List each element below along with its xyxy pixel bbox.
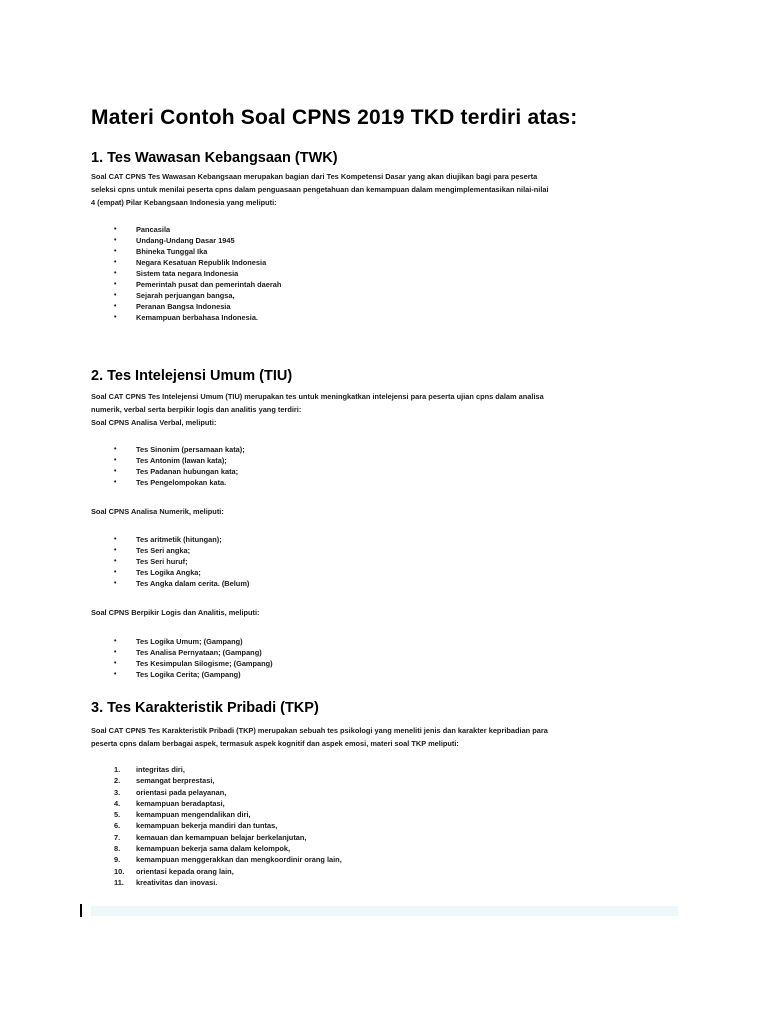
bullet-icon: • (114, 226, 117, 233)
list-item-text: Tes Logika Cerita; (Gampang) (136, 670, 241, 679)
list-item (114, 279, 614, 290)
page-title: Materi Contoh Soal CPNS 2019 TKD terdiri atas: (91, 106, 578, 129)
list-number: 2. (114, 776, 121, 786)
list-item-text: kemauan dan kemampuan belajar berkelanjutan, (136, 832, 307, 842)
list-number: 5. (114, 810, 121, 820)
list-item (114, 866, 614, 877)
twk-intro-line: seleksi cpns untuk menilai peserta cpns dalam penguasaan pengetahuan dan kemampuan dalam mengimplementasikan nilai-nilai (91, 185, 549, 194)
list-item (114, 764, 614, 775)
list-item-text: kemampuan beradaptasi, (136, 798, 225, 808)
list-item (114, 843, 614, 854)
list-item (114, 312, 614, 323)
list-item (114, 578, 614, 589)
list-item-text: orientasi kepada orang lain, (136, 866, 234, 876)
tkp-intro (91, 724, 681, 750)
list-item (114, 545, 614, 556)
tkp-intro-line: Soal CAT CPNS Tes Karakteristik Pribadi (TKP) merupakan sebuah tes psikologi yang meneliti jenis dan karakter kepribadian para (91, 726, 548, 735)
list-item (114, 224, 614, 235)
tiu-intro-line: Soal CAT CPNS Tes Intelejensi Umum (TIU) merupakan tes untuk meningkatkan intelejensi para peserta ujian cpns dalam analisa (91, 392, 544, 401)
list-item (114, 877, 614, 888)
list-item-text: semangat berprestasi, (136, 776, 215, 786)
list-item (114, 658, 614, 669)
list-number: 9. (114, 855, 121, 865)
list-item-text: Peranan Bangsa Indonesia (136, 302, 231, 311)
tiu-logis-label: Soal CPNS Berpikir Logis dan Analitis, meliputi: (91, 608, 260, 617)
bullet-icon: • (114, 457, 117, 464)
list-item-text: Tes Seri huruf; (136, 557, 188, 566)
bullet-icon: • (114, 536, 117, 543)
list-item-text: kemampuan bekerja sama dalam kelompok, (136, 844, 291, 854)
tiu-numerik-label: Soal CPNS Analisa Numerik, meliputi: (91, 507, 224, 516)
list-item-text: Tes Padanan hubungan kata; (136, 467, 239, 476)
bullet-icon: • (114, 303, 117, 310)
list-item-text: Sistem tata negara Indonesia (136, 269, 239, 278)
list-number: 10. (114, 866, 125, 876)
bullet-icon: • (114, 270, 117, 277)
tkp-intro-line: peserta cpns dalam berbagai aspek, termasuk aspek kognitif dan aspek emosi, materi soal TKP meliputi: (91, 739, 459, 748)
list-item-text: Tes Antonim (lawan kata); (136, 456, 227, 465)
bullet-icon: • (114, 259, 117, 266)
list-item (114, 820, 614, 831)
list-item-text: Sejarah perjuangan bangsa, (136, 291, 235, 300)
list-item (114, 567, 614, 578)
list-item-text: kemampuan menggerakkan dan mengkoordinir orang lain, (136, 855, 342, 865)
bullet-icon: • (114, 638, 117, 645)
bullet-icon: • (114, 248, 117, 255)
list-item (114, 257, 614, 268)
list-item (114, 647, 614, 658)
tiu-numerik-list (114, 534, 614, 589)
list-item (114, 798, 614, 809)
tiu-intro (91, 390, 681, 429)
bullet-icon: • (114, 558, 117, 565)
twk-intro-line: 4 (empat) Pilar Kebangsaan Indonesia yang meliputi: (91, 198, 277, 207)
bullet-icon: • (114, 446, 117, 453)
list-item (114, 854, 614, 865)
list-number: 8. (114, 844, 121, 854)
bullet-icon: • (114, 237, 117, 244)
list-item-text: orientasi pada pelayanan, (136, 787, 227, 797)
list-item-text: kemampuan mengendalikan diri, (136, 810, 251, 820)
list-item (114, 455, 614, 466)
bullet-icon: • (114, 547, 117, 554)
bullet-icon: • (114, 569, 117, 576)
tiu-intro-line: Soal CPNS Analisa Verbal, meliputi: (91, 418, 217, 427)
bullet-icon: • (114, 649, 117, 656)
list-item (114, 832, 614, 843)
list-item (114, 556, 614, 567)
list-item-text: kreativitas dan inovasi. (136, 877, 218, 887)
list-item-text: Tes Seri angka; (136, 546, 191, 555)
list-item (114, 636, 614, 647)
list-item-text: Tes Logika Angka; (136, 568, 201, 577)
list-number: 7. (114, 832, 121, 842)
bullet-icon: • (114, 314, 117, 321)
list-number: 3. (114, 787, 121, 797)
list-item-text: kemampuan bekerja mandiri dan tuntas, (136, 821, 278, 831)
list-item (114, 787, 614, 798)
section-heading-twk: 1. Tes Wawasan Kebangsaan (TWK) (91, 150, 338, 166)
section-heading-tiu: 2. Tes Intelejensi Umum (TIU) (91, 368, 293, 384)
bullet-icon: • (114, 479, 117, 486)
list-item (114, 534, 614, 545)
twk-list (114, 224, 614, 323)
list-item (114, 290, 614, 301)
list-number: 6. (114, 821, 121, 831)
list-item (114, 301, 614, 312)
list-item-text: Undang-Undang Dasar 1945 (136, 236, 235, 245)
tiu-logis-list (114, 636, 614, 680)
list-item-text: Tes Sinonim (persamaan kata); (136, 445, 245, 454)
section-heading-tkp: 3. Tes Karakteristik Pribadi (TKP) (91, 700, 319, 716)
list-item-text: Pancasila (136, 225, 171, 234)
tiu-intro-line: numerik, verbal serta berpikir logis dan analitis yang terdiri: (91, 405, 302, 414)
list-item-text: Tes aritmetik (hitungan); (136, 535, 222, 544)
tkp-list (114, 764, 614, 888)
list-item-text: integritas diri, (136, 765, 185, 774)
list-item (114, 809, 614, 820)
list-item (114, 669, 614, 680)
list-item-text: Tes Angka dalam cerita. (Belum) (136, 579, 250, 588)
list-item (114, 477, 614, 488)
bullet-icon: • (114, 292, 117, 299)
text-cursor (80, 904, 82, 917)
list-item-text: Tes Kesimpulan Silogisme; (Gampang) (136, 659, 273, 668)
list-item-text: Tes Logika Umum; (Gampang) (136, 637, 243, 646)
twk-intro (91, 170, 681, 209)
bullet-icon: • (114, 468, 117, 475)
bullet-icon: • (114, 660, 117, 667)
list-item (114, 775, 614, 786)
list-item-text: Kemampuan berbahasa Indonesia. (136, 313, 258, 322)
list-item-text: Pemerintah pusat dan pemerintah daerah (136, 280, 282, 289)
list-item-text: Bhineka Tunggal Ika (136, 247, 208, 256)
list-item-text: Tes Analisa Pernyataan; (Gampang) (136, 648, 262, 657)
list-item (114, 466, 614, 477)
list-item-text: Tes Pengelompokan kata. (136, 478, 227, 487)
list-number: 4. (114, 798, 121, 808)
tiu-verbal-list (114, 444, 614, 488)
bullet-icon: • (114, 671, 117, 678)
list-item-text: Negara Kesatuan Republik Indonesia (136, 258, 267, 267)
list-item (114, 444, 614, 455)
list-number: 11. (114, 877, 124, 887)
highlighted-empty-line (91, 906, 678, 916)
list-item (114, 268, 614, 279)
bullet-icon: • (114, 281, 117, 288)
list-item (114, 246, 614, 257)
twk-intro-line: Soal CAT CPNS Tes Wawasan Kebangsaan merupakan bagian dari Tes Kompetensi Dasar yang akan diujikan bagi para peserta (91, 172, 538, 181)
list-number: 1. (114, 765, 121, 774)
bullet-icon: • (114, 580, 117, 587)
list-item (114, 235, 614, 246)
